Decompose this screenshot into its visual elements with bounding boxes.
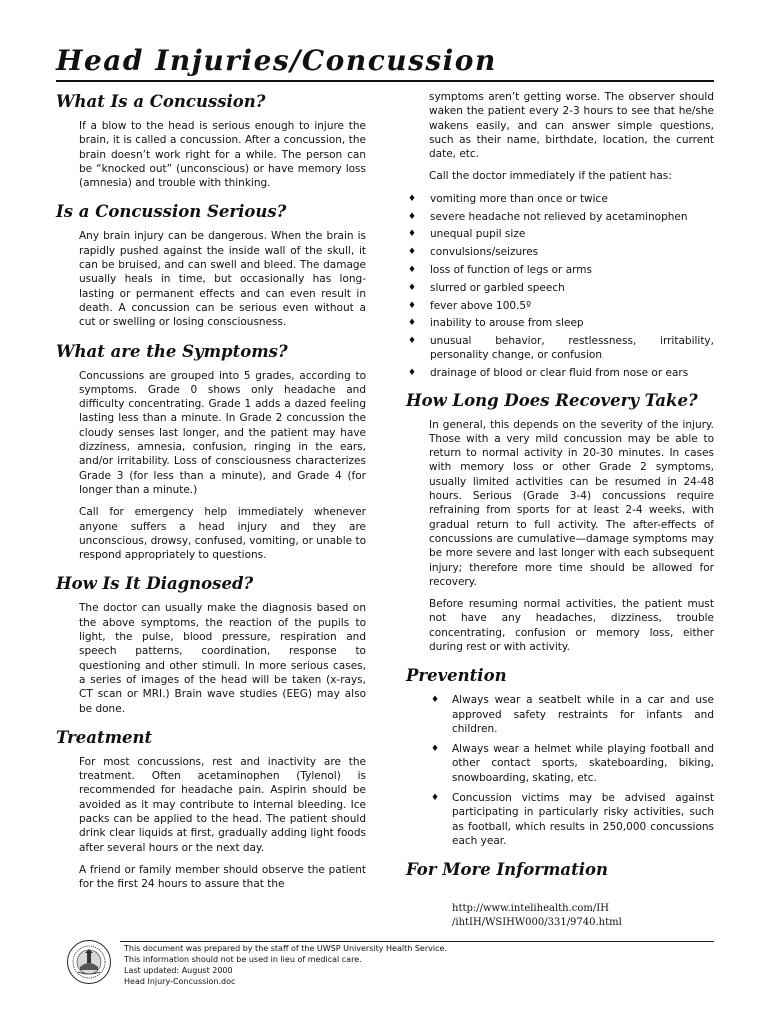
footer-line: Head Injury-Concussion.doc	[124, 977, 236, 986]
section-diagnosis	[56, 574, 366, 715]
footer	[124, 943, 684, 987]
right-column	[406, 90, 714, 942]
list-item: ♦ unequal pupil size	[408, 228, 526, 241]
footer-divider	[120, 941, 714, 942]
section-prevention	[406, 666, 714, 848]
left-column	[56, 92, 366, 903]
list-item: ♦ unusual behavior, restlessness, irritability, personality change, or confusion	[408, 335, 714, 362]
list-item: ♦ loss of function of legs or arms	[408, 263, 592, 276]
bullet-diamond-icon: ♦	[408, 193, 417, 204]
section-heading: How Long Does Recovery Take?	[406, 390, 698, 410]
paragraph: A friend or family member should observe the patient for the first 24 hours to assure that the	[79, 863, 366, 891]
list-item: ♦ Concussion victims may be advised against participating in particularly risky activities, such as football, which results in 250,000 concussions each year.	[431, 792, 714, 847]
info-url-line-1: http://www.intelihealth.com/IH	[452, 903, 609, 915]
bullet-diamond-icon: ♦	[431, 695, 440, 706]
section-heading: How Is It Diagnosed?	[56, 574, 254, 594]
bullet-diamond-icon: ♦	[408, 368, 417, 379]
section-heading: Prevention	[406, 666, 507, 686]
list-item: ♦ vomiting more than once or twice	[408, 192, 608, 205]
footer-line: This information should not be used in lieu of medical care.	[124, 955, 362, 964]
list-item: ♦ fever above 100.5º	[408, 299, 532, 312]
list-item: ♦ Always wear a helmet while playing football and other contact sports, skateboarding, biking, snowboarding, skating, etc.	[431, 743, 714, 784]
bullet-diamond-icon: ♦	[408, 264, 417, 275]
footer-line: Last updated: August 2000	[124, 966, 233, 975]
paragraph: Call for emergency help immediately whenever anyone suffers a head injury and they are unconscious, drowsy, confused, vomiting, or unable to respond appropriately to questions.	[79, 506, 366, 562]
section-what-is-concussion	[56, 92, 366, 190]
list-item: ♦ drainage of blood or clear fluid from nose or ears	[408, 367, 689, 380]
paragraph: Concussions are grouped into 5 grades, according to symptoms. Grade 0 shows only headache and difficulty concentrating. Grade 1 adds a dazed feeling lasting less than a minute. In Grade 2 concussion the cloudy senses last longer, and the patient may have dizziness, amnesia, confusion, ringing in the ears, and/or irritability. Loss of consciousness characterizes Grade 3 (for less than a minute), and Grade 4 (for longer than a minute.)	[79, 369, 366, 496]
section-heading: Treatment	[56, 727, 153, 747]
paragraph: In general, this depends on the severity of the injury. Those with a very mild concussion may be able to return to normal activity in 20-30 minutes. In cases with memory loss or other Grade 2 symptoms, usually limited activities can be resumed in 24-48 hours. Serious (Grade 3-4) concussions require refraining from sports for at least 2-4 weeks, with gradual return to full activity. The after-effects of concussions are cumulative—damage symptoms may be more severe and last longer with each subsequent injury; therefore more time should be allowed for recovery.	[429, 418, 714, 588]
section-more-information	[406, 860, 714, 930]
section-heading: Is a Concussion Serious?	[56, 202, 287, 222]
footer-line: This document was prepared by the staff of the UWSP University Health Service.	[124, 944, 447, 953]
list-item: ♦ convulsions/seizures	[408, 246, 539, 259]
section-recovery	[406, 391, 714, 655]
section-heading: What Is a Concussion?	[56, 92, 266, 111]
section-symptoms	[56, 342, 366, 563]
title-divider	[56, 80, 714, 82]
bullet-diamond-icon: ♦	[408, 211, 417, 222]
list-item: ♦ Always wear a seatbelt while in a car and use approved safety restraints for infants and children.	[431, 694, 714, 735]
bullet-diamond-icon: ♦	[408, 336, 417, 347]
bullet-diamond-icon: ♦	[408, 300, 417, 311]
prevention-list	[406, 693, 714, 848]
paragraph: For most concussions, rest and inactivity are the treatment. Often acetaminophen (Tylenol) is recommended for headache pain. Aspirin should be avoided as it may contribute to internal bleeding. Ice packs can be applied to the head. The patient should drink clear liquids at first, gradually adding light foods after several hours or the next day.	[79, 755, 366, 854]
section-is-concussion-serious	[56, 202, 366, 329]
info-url	[452, 902, 714, 930]
paragraph: If a blow to the head is serious enough to injure the brain, it is called a concussion. After a concussion, the brain doesn’t work right for a while. The person can be “knocked out” (unconscious) or have memory loss (amnesia) and trouble with thinking.	[79, 120, 366, 190]
bullet-diamond-icon: ♦	[408, 229, 417, 240]
section-heading: For More Information	[406, 860, 609, 880]
bullet-diamond-icon: ♦	[408, 318, 417, 329]
section-treatment	[56, 728, 366, 892]
info-url-line-2: /ihtIH/WSIHW000/331/9740.html	[452, 917, 622, 929]
bullet-diamond-icon: ♦	[408, 247, 417, 258]
paragraph: Before resuming normal activities, the patient must not have any headaches, dizziness, trouble concentrating, confusion or memory loss, either during rest or with activity.	[429, 598, 714, 653]
bullet-diamond-icon: ♦	[408, 282, 417, 293]
paragraph-continued: symptoms aren’t getting worse. The observer should waken the patient every 2-3 hours to see that he/she wakens easily, and can answer simple questions, such as their name, birthdate, location, the current date, etc.	[429, 91, 714, 161]
call-doctor-intro: Call the doctor immediately if the patient has:	[429, 170, 672, 183]
bullet-diamond-icon: ♦	[431, 793, 440, 804]
paragraph: The doctor can usually make the diagnosis based on the above symptoms, the reaction of the pupils to light, the pulse, blood pressure, respiration and speech patterns, coordination, response to questioning and other stimuli. In more serious cases, a series of images of the head will be taken (x-rays, CT scan or MRI.) Brain wave studies (EEG) may also be done.	[79, 602, 366, 715]
paragraph: Any brain injury can be dangerous. When the brain is rapidly pushed against the inside wall of the skull, it can be bruised, and can swell and bleed. The damage usually heals in time, but occasionally has long-lasting or permanent effects and can even result in death. A concussion can be serious even without a cut or swelling or losing consciousness.	[79, 230, 366, 329]
section-heading: What are the Symptoms?	[56, 341, 288, 361]
list-item: ♦ slurred or garbled speech	[408, 281, 565, 294]
call-doctor-list	[406, 192, 714, 381]
bullet-diamond-icon: ♦	[431, 744, 440, 755]
list-item: ♦ inability to arouse from sleep	[408, 317, 584, 330]
university-seal-icon	[66, 939, 112, 985]
document-title: Head Injuries/Concussion	[56, 44, 497, 77]
list-item: ♦ severe headache not relieved by acetaminophen	[408, 210, 688, 223]
